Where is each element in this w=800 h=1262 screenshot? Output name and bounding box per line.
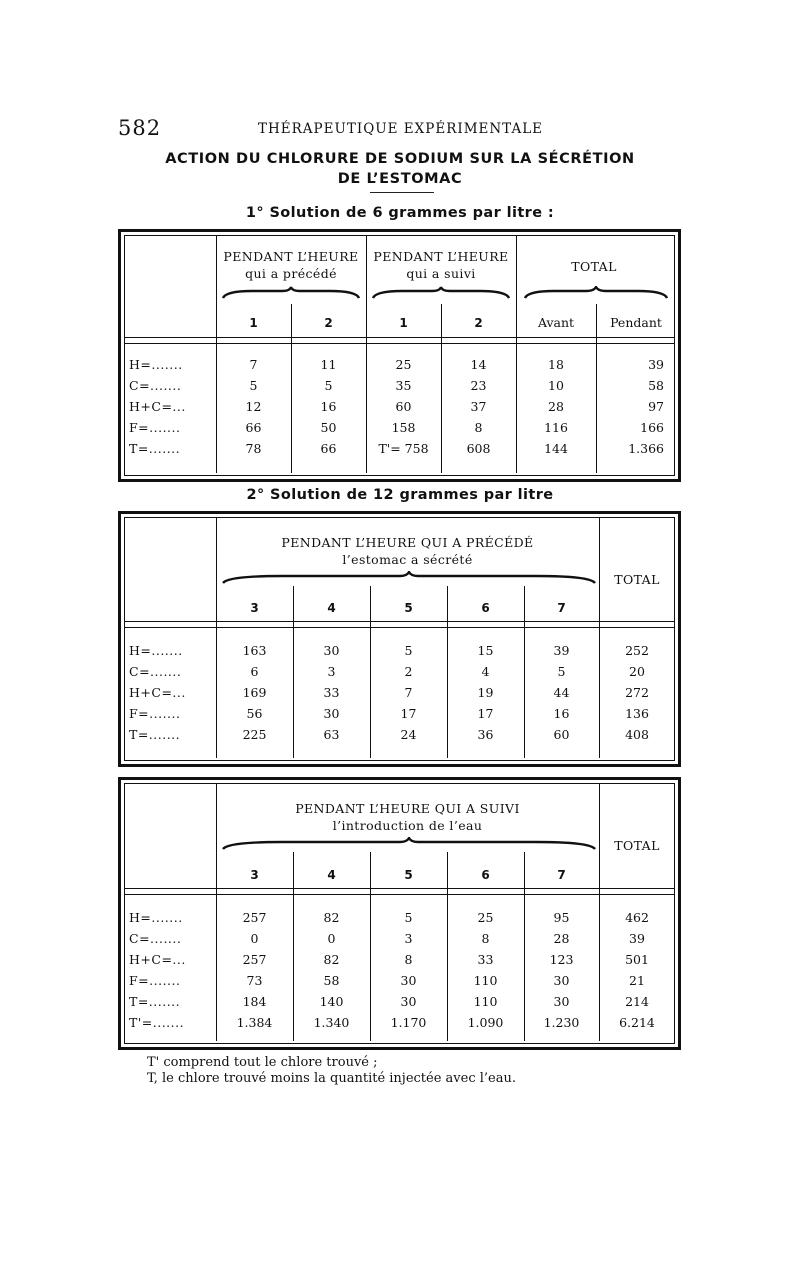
brace-icon xyxy=(222,571,596,585)
table-cell: 8 xyxy=(481,931,490,946)
table-cell: 66 xyxy=(245,420,262,435)
table-cell: 12 xyxy=(245,399,262,414)
table1-col-1: 1 xyxy=(249,316,258,330)
table-cell: 1.090 xyxy=(467,1015,504,1030)
table-cell: 110 xyxy=(473,973,498,988)
table3-col-7: 7 xyxy=(557,868,566,882)
row-label: H+C=... xyxy=(129,952,186,967)
brace-icon xyxy=(222,837,596,851)
table-cell: 5 xyxy=(404,643,413,658)
title-line-2: DE L’ESTOMAC xyxy=(337,171,463,187)
table-cell: 116 xyxy=(544,420,568,435)
table1-col-3: 1 xyxy=(399,316,408,330)
table-cell: 1.230 xyxy=(543,1015,580,1030)
row-label: C=....... xyxy=(129,931,182,946)
row-label: F=....... xyxy=(129,420,181,435)
table3-col-4: 4 xyxy=(327,868,336,882)
row-label: T=....... xyxy=(129,994,181,1009)
table-cell: 140 xyxy=(319,994,344,1009)
table2 xyxy=(118,511,681,767)
table-cell: 272 xyxy=(625,685,649,700)
table-cell: 82 xyxy=(323,910,340,925)
table1-group-before xyxy=(216,248,366,282)
table-cell: 1.366 xyxy=(628,441,664,456)
table-cell: 10 xyxy=(548,378,564,393)
column-group-label: PENDANT L’HEURE QUI A SUIVI xyxy=(295,801,520,816)
table-cell: 58 xyxy=(648,378,664,393)
table3-col-5: 5 xyxy=(404,868,413,882)
table3 xyxy=(118,777,681,1050)
row-label: T=....... xyxy=(129,727,181,742)
table-cell: 1.384 xyxy=(236,1015,273,1030)
table-cell: 19 xyxy=(477,685,494,700)
table2-col-3: 3 xyxy=(250,601,259,615)
table-cell: 30 xyxy=(553,994,570,1009)
table-cell: 58 xyxy=(323,973,340,988)
row-label: H=....... xyxy=(129,357,183,372)
table-rule xyxy=(124,621,675,622)
table-cell: 608 xyxy=(466,441,491,456)
title-line-1: ACTION DU CHLORURE DE SODIUM SUR LA SÉCRÉTION xyxy=(165,151,635,167)
table-cell: 35 xyxy=(395,378,412,393)
table3-col-3: 3 xyxy=(250,868,259,882)
table-cell: 30 xyxy=(553,973,570,988)
brace-icon xyxy=(524,286,668,300)
table-cell: 63 xyxy=(323,727,340,742)
table-cell: 16 xyxy=(320,399,337,414)
table1-group-after xyxy=(366,248,516,282)
table-cell: 144 xyxy=(544,441,568,456)
running-title: THÉRAPEUTIQUE EXPÉRIMENTALE xyxy=(258,121,544,137)
table3-col-6: 6 xyxy=(481,868,490,882)
table-rule xyxy=(124,894,675,895)
table-cell: 7 xyxy=(404,685,413,700)
table2-col-5: 5 xyxy=(404,601,413,615)
table-cell: 462 xyxy=(625,910,649,925)
row-label: C=....... xyxy=(129,664,182,679)
column-group-label: PENDANT L’HEURE xyxy=(223,249,359,264)
row-label: T'=....... xyxy=(129,1015,185,1030)
table-cell: 17 xyxy=(477,706,494,721)
table-cell: 257 xyxy=(242,910,267,925)
table-cell: 25 xyxy=(395,357,412,372)
table-cell: 39 xyxy=(629,931,645,946)
table-cell: 214 xyxy=(625,994,649,1009)
table-cell: 44 xyxy=(553,685,570,700)
table1 xyxy=(118,229,681,482)
table-cell: 30 xyxy=(400,994,417,1009)
row-label: C=....... xyxy=(129,378,182,393)
table-cell: 8 xyxy=(474,420,483,435)
table-cell: 123 xyxy=(549,952,574,967)
table3-group-header xyxy=(216,800,599,834)
footnote: T' comprend tout le chlore trouvé ; xyxy=(147,1055,378,1070)
table-cell: 25 xyxy=(477,910,494,925)
table2-col-7: 7 xyxy=(557,601,566,615)
title-rule xyxy=(370,192,434,193)
table-cell: 166 xyxy=(640,420,664,435)
table-cell: T'= 758 xyxy=(378,441,429,456)
table-cell: 7 xyxy=(249,357,258,372)
table-cell: 78 xyxy=(245,441,262,456)
row-label: H=....... xyxy=(129,643,183,658)
footnote: T, le chlore trouvé moins la quantité injectée avec l’eau. xyxy=(147,1071,516,1086)
table-cell: 39 xyxy=(648,357,664,372)
page-number: 582 xyxy=(118,116,162,140)
table-cell: 136 xyxy=(625,706,649,721)
table-cell: 36 xyxy=(477,727,494,742)
table-cell: 24 xyxy=(400,727,417,742)
table-cell: 5 xyxy=(557,664,566,679)
table1-col-pendant: Pendant xyxy=(610,315,662,330)
table-cell: 3 xyxy=(404,931,413,946)
brace-icon xyxy=(222,286,360,300)
table-rule xyxy=(599,517,600,758)
table-cell: 82 xyxy=(323,952,340,967)
table-cell: 28 xyxy=(548,399,564,414)
table2-total-header: TOTAL xyxy=(614,572,660,587)
table-cell: 23 xyxy=(470,378,487,393)
table-cell: 16 xyxy=(553,706,570,721)
row-label: H=....... xyxy=(129,910,183,925)
table-cell: 0 xyxy=(250,931,259,946)
table3-total-header: TOTAL xyxy=(614,838,660,853)
table-rule xyxy=(124,627,675,628)
table-cell: 30 xyxy=(400,973,417,988)
row-label: H+C=... xyxy=(129,399,186,414)
table-cell: 73 xyxy=(246,973,263,988)
table1-col-4: 2 xyxy=(474,316,483,330)
row-label: F=....... xyxy=(129,973,181,988)
table-cell: 225 xyxy=(242,727,267,742)
table-cell: 18 xyxy=(548,357,564,372)
table-cell: 3 xyxy=(327,664,336,679)
table-cell: 20 xyxy=(629,664,645,679)
table1-group-total: TOTAL xyxy=(571,259,617,274)
table2-col-6: 6 xyxy=(481,601,490,615)
table-cell: 257 xyxy=(242,952,267,967)
table-cell: 30 xyxy=(323,706,340,721)
table-cell: 39 xyxy=(553,643,570,658)
table-cell: 5 xyxy=(404,910,413,925)
table-cell: 408 xyxy=(625,727,649,742)
table-cell: 169 xyxy=(242,685,267,700)
table-cell: 6.214 xyxy=(619,1015,655,1030)
table-cell: 33 xyxy=(477,952,494,967)
brace-icon xyxy=(372,286,510,300)
table2-col-4: 4 xyxy=(327,601,336,615)
table2-caption: 2° Solution de 12 grammes par litre xyxy=(246,487,554,503)
table-cell: 33 xyxy=(323,685,340,700)
table-cell: 1.170 xyxy=(390,1015,427,1030)
table-cell: 37 xyxy=(470,399,487,414)
table-cell: 28 xyxy=(553,931,570,946)
table-cell: 184 xyxy=(242,994,267,1009)
table-cell: 30 xyxy=(323,643,340,658)
table-cell: 21 xyxy=(629,973,645,988)
table-cell: 8 xyxy=(404,952,413,967)
table-cell: 1.340 xyxy=(313,1015,350,1030)
table-cell: 50 xyxy=(320,420,337,435)
table-cell: 66 xyxy=(320,441,337,456)
table-rule xyxy=(124,343,675,344)
column-group-label: qui a précédé xyxy=(245,266,337,281)
table-cell: 60 xyxy=(553,727,570,742)
table-cell: 2 xyxy=(404,664,413,679)
table-cell: 5 xyxy=(249,378,258,393)
table1-col-avant: Avant xyxy=(537,315,575,330)
table-cell: 56 xyxy=(246,706,263,721)
row-label: H+C=... xyxy=(129,685,186,700)
column-group-label: PENDANT L’HEURE QUI A PRÉCÉDÉ xyxy=(281,535,534,550)
table-rule xyxy=(124,888,675,889)
table1-col-2: 2 xyxy=(324,316,333,330)
table-cell: 5 xyxy=(324,378,333,393)
table1-caption: 1° Solution de 6 grammes par litre : xyxy=(245,205,555,221)
table-cell: 14 xyxy=(470,357,487,372)
table-cell: 110 xyxy=(473,994,498,1009)
table-cell: 501 xyxy=(625,952,649,967)
table-cell: 6 xyxy=(250,664,259,679)
column-group-label: qui a suivi xyxy=(406,266,476,281)
row-label: T=....... xyxy=(129,441,181,456)
table-cell: 0 xyxy=(327,931,336,946)
footnotes xyxy=(147,1055,667,1087)
table-rule xyxy=(124,337,675,338)
row-label: F=....... xyxy=(129,706,181,721)
page-title xyxy=(100,149,700,189)
table-cell: 252 xyxy=(625,643,649,658)
table-cell: 15 xyxy=(477,643,494,658)
table-cell: 95 xyxy=(553,910,570,925)
table2-group-header xyxy=(216,534,599,568)
running-head xyxy=(118,116,580,140)
table-cell: 60 xyxy=(395,399,412,414)
table-cell: 158 xyxy=(391,420,416,435)
table-cell: 17 xyxy=(400,706,417,721)
table-cell: 97 xyxy=(648,399,664,414)
table-cell: 11 xyxy=(320,357,337,372)
column-group-label: l’estomac a sécrété xyxy=(342,552,473,567)
column-group-label: l’introduction de l’eau xyxy=(332,818,483,833)
table-cell: 163 xyxy=(242,643,267,658)
column-group-label: PENDANT L’HEURE xyxy=(373,249,509,264)
table-cell: 4 xyxy=(481,664,490,679)
